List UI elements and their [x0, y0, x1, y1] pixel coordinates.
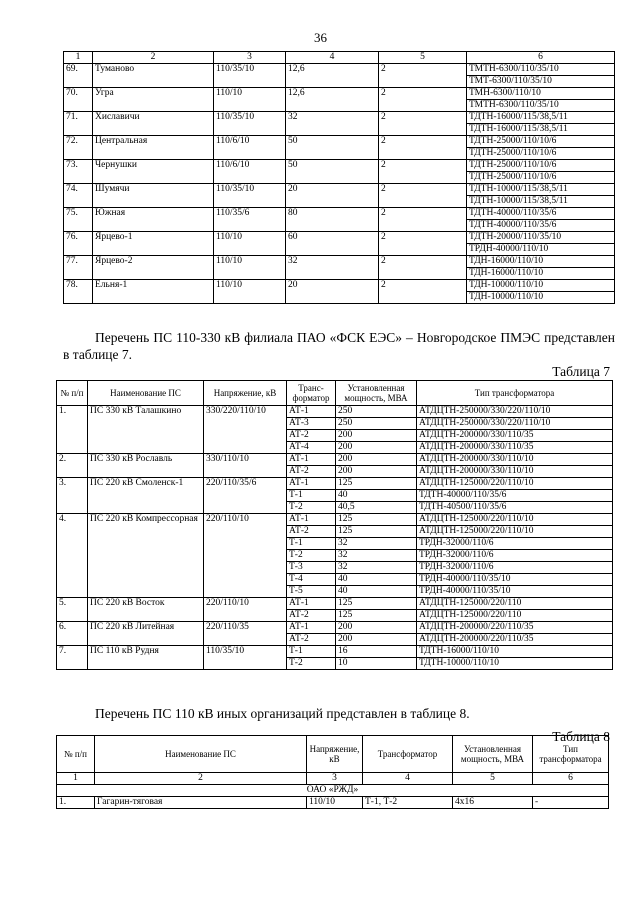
transformer-type-cell: ТРДН-40000/110/35/10 — [417, 586, 613, 598]
column-number-cell: 4 — [363, 773, 453, 785]
power-cell: 125 — [336, 478, 417, 490]
power-cell: 200 — [336, 454, 417, 466]
power-cell: 250 — [336, 406, 417, 418]
organization-row — [57, 785, 609, 797]
transformer-type-cell: АТДЦТН-200000/330/110/35 — [417, 442, 613, 454]
transformer-type-cell: ТРДН-32000/110/6 — [417, 538, 613, 550]
table-row — [64, 184, 615, 196]
transformer-type-cell: ТДН-10000/110/10 — [467, 280, 615, 292]
power-cell: 125 — [336, 598, 417, 610]
organization-cell: ОАО «РЖД» — [57, 785, 609, 797]
transformer-type-cell: АТДЦТН-125000/220/110/10 — [417, 514, 613, 526]
table-header-row — [57, 736, 609, 773]
transformer-type-cell: ТДТН-40000/110/35/6 — [467, 208, 615, 220]
paragraph-table8-intro: Перечень ПС 110 кВ иных организаций представлен в таблице 8. — [95, 706, 470, 721]
column-number-cell: 1 — [64, 52, 93, 64]
transformer-count-cell: 2 — [379, 64, 467, 88]
transformer-cell: Т-2 — [287, 550, 336, 562]
voltage-cell: 110/35/10 — [214, 184, 286, 208]
column-header-cell: Транс-форматор — [287, 381, 336, 406]
table-row — [64, 208, 615, 220]
transformer-type-cell: ТДТН-25000/110/10/6 — [467, 160, 615, 172]
table-row — [64, 136, 615, 148]
table-row — [57, 598, 613, 610]
substation-name-cell: ПС 110 кВ Рудня — [88, 646, 204, 670]
power-cell: 32 — [286, 112, 379, 136]
row-number-cell: 72. — [64, 136, 93, 160]
transformer-type-cell: ТДТН-25000/110/10/6 — [467, 148, 615, 160]
substation-name-cell: Ельня-1 — [93, 280, 214, 304]
transformer-count-cell: 2 — [379, 208, 467, 232]
table8-caption: Таблица 8 — [552, 729, 610, 744]
substation-name-cell: ПС 330 кВ Талашкино — [88, 406, 204, 454]
transformer-type-cell: ТДТН-16000/110/10 — [417, 646, 613, 658]
transformer-cell: АТ-3 — [287, 418, 336, 430]
substation-name-cell: Гагарин-тяговая — [95, 797, 307, 809]
transformer-type-cell: АТДЦТН-200000/220/110/35 — [417, 634, 613, 646]
column-header-cell: Установленная мощность, МВА — [453, 736, 533, 773]
table-row — [64, 64, 615, 76]
transformer-type-cell: ТДН-16000/110/10 — [467, 268, 615, 280]
row-number-cell: 71. — [64, 112, 93, 136]
row-number-cell: 73. — [64, 160, 93, 184]
column-number-cell: 2 — [93, 52, 214, 64]
power-cell: 40,5 — [336, 502, 417, 514]
substation-name-cell: ПС 220 кВ Смоленск-1 — [88, 478, 204, 514]
power-cell: 200 — [336, 634, 417, 646]
substation-name-cell: Ярцево-1 — [93, 232, 214, 256]
transformer-type-cell: ТДТН-25000/110/10/6 — [467, 172, 615, 184]
column-header-cell: Наименование ПС — [88, 381, 204, 406]
transformer-type-cell: АТДЦТН-200000/330/110/10 — [417, 466, 613, 478]
substation-name-cell: ПС 220 кВ Литейная — [88, 622, 204, 646]
table7-caption: Таблица 7 — [552, 364, 610, 379]
voltage-cell: 220/110/10 — [204, 514, 287, 598]
table-header-row — [64, 52, 615, 64]
row-number-cell: 4. — [57, 514, 88, 598]
voltage-cell: 110/6/10 — [214, 160, 286, 184]
table-row — [64, 232, 615, 244]
row-number-cell: 1. — [57, 406, 88, 454]
power-cell: 10 — [336, 658, 417, 670]
column-header-cell: Напряжение, кВ — [204, 381, 287, 406]
power-cell: 40 — [336, 574, 417, 586]
transformer-type-cell: АТДЦТН-125000/220/110 — [417, 610, 613, 622]
transformer-type-cell: ТРДН-32000/110/6 — [417, 550, 613, 562]
transformer-type-cell: - — [533, 797, 609, 809]
power-cell: 50 — [286, 136, 379, 160]
power-cell: 50 — [286, 160, 379, 184]
transformer-type-cell: ТДН-10000/110/10 — [467, 292, 615, 304]
table-row — [57, 454, 613, 466]
column-header-cell: Тип трансформатора — [533, 736, 609, 773]
transformer-type-cell: ТДТН-16000/115/38,5/11 — [467, 124, 615, 136]
power-cell: 40 — [336, 490, 417, 502]
row-number-cell: 70. — [64, 88, 93, 112]
transformer-type-cell: ТДТН-10000/110/10 — [417, 658, 613, 670]
transformer-cell: Т-2 — [287, 502, 336, 514]
substation-name-cell: Туманово — [93, 64, 214, 88]
transformer-type-cell: ТДТН-16000/115/38,5/11 — [467, 112, 615, 124]
power-cell: 200 — [336, 442, 417, 454]
page-number: 36 — [314, 30, 327, 45]
power-cell: 12,6 — [286, 88, 379, 112]
transformer-count-cell: 2 — [379, 136, 467, 160]
transformer-count-cell: 2 — [379, 112, 467, 136]
transformer-count-cell: 2 — [379, 280, 467, 304]
table-header-row — [57, 381, 613, 406]
table-row — [57, 797, 609, 809]
substation-name-cell: Хиславичи — [93, 112, 214, 136]
transformer-type-cell: АТДЦТН-200000/330/110/10 — [417, 454, 613, 466]
power-cell: 125 — [336, 610, 417, 622]
substation-name-cell: ПС 220 кВ Компрессорная — [88, 514, 204, 598]
table-row — [64, 280, 615, 292]
column-header-cell: Установленная мощность, МВА — [336, 381, 417, 406]
power-cell: 32 — [336, 550, 417, 562]
table-row — [57, 406, 613, 418]
column-header-cell: № п/п — [57, 381, 88, 406]
voltage-cell: 110/10 — [214, 280, 286, 304]
transformer-type-cell: ТДН-16000/110/10 — [467, 256, 615, 268]
power-cell: 20 — [286, 184, 379, 208]
transformer-cell: АТ-1 — [287, 454, 336, 466]
substation-name-cell: Южная — [93, 208, 214, 232]
row-number-cell: 74. — [64, 184, 93, 208]
voltage-cell: 330/110/10 — [204, 454, 287, 478]
voltage-cell: 110/10 — [214, 88, 286, 112]
power-cell: 200 — [336, 430, 417, 442]
voltage-cell: 220/110/35/6 — [204, 478, 287, 514]
substation-name-cell: ПС 330 кВ Рославль — [88, 454, 204, 478]
voltage-cell: 110/35/6 — [214, 208, 286, 232]
transformer-count-cell: 2 — [379, 160, 467, 184]
transformer-type-cell: ТМТН-6300/110/35/10 — [467, 64, 615, 76]
table-row — [57, 622, 613, 634]
transformer-type-cell: ТДТН-10000/115/38,5/11 — [467, 184, 615, 196]
transformer-type-cell: ТДТН-40000/110/35/6 — [467, 220, 615, 232]
transformer-cell: АТ-2 — [287, 634, 336, 646]
transformer-type-cell: ТРДН-32000/110/6 — [417, 562, 613, 574]
transformer-cell: Т-1, Т-2 — [363, 797, 453, 809]
table-7 — [56, 380, 613, 670]
transformer-type-cell: АТДЦТН-125000/220/110/10 — [417, 478, 613, 490]
power-cell: 20 — [286, 280, 379, 304]
transformer-cell: Т-2 — [287, 658, 336, 670]
row-number-cell: 3. — [57, 478, 88, 514]
transformer-cell: Т-1 — [287, 538, 336, 550]
table-8 — [56, 735, 609, 809]
table-row — [64, 88, 615, 100]
column-number-cell: 3 — [214, 52, 286, 64]
column-header-cell: № п/п — [57, 736, 95, 773]
row-number-cell: 2. — [57, 454, 88, 478]
row-number-cell: 78. — [64, 280, 93, 304]
power-cell: 200 — [336, 622, 417, 634]
column-number-cell: 5 — [453, 773, 533, 785]
substation-name-cell: Ярцево-2 — [93, 256, 214, 280]
transformer-type-cell: ТМН-6300/110/10 — [467, 88, 615, 100]
column-number-cell: 4 — [286, 52, 379, 64]
column-numbers-row — [57, 773, 609, 785]
voltage-cell: 330/220/110/10 — [204, 406, 287, 454]
power-cell: 250 — [336, 418, 417, 430]
transformer-type-cell: АТДЦТН-200000/330/110/35 — [417, 430, 613, 442]
transformer-cell: Т-1 — [287, 490, 336, 502]
continuation-table — [63, 51, 615, 304]
power-cell: 200 — [336, 466, 417, 478]
table-row — [57, 646, 613, 658]
column-number-cell: 1 — [57, 773, 95, 785]
power-cell: 40 — [336, 586, 417, 598]
row-number-cell: 69. — [64, 64, 93, 88]
row-number-cell: 1. — [57, 797, 95, 809]
power-cell: 125 — [336, 514, 417, 526]
column-header-cell: Тип трансформатора — [417, 381, 613, 406]
transformer-cell: АТ-2 — [287, 610, 336, 622]
substation-name-cell: Центральная — [93, 136, 214, 160]
column-header-cell: Трансформатор — [363, 736, 453, 773]
column-number-cell: 6 — [467, 52, 615, 64]
transformer-type-cell: АТДЦТН-200000/220/110/35 — [417, 622, 613, 634]
transformer-type-cell: АТДЦТН-250000/330/220/110/10 — [417, 406, 613, 418]
substation-name-cell: Угра — [93, 88, 214, 112]
table-row — [57, 478, 613, 490]
table-row — [64, 256, 615, 268]
voltage-cell: 220/110/35 — [204, 622, 287, 646]
voltage-cell: 110/10 — [214, 232, 286, 256]
power-cell: 4х16 — [453, 797, 533, 809]
transformer-type-cell: ТМТ-6300/110/35/10 — [467, 76, 615, 88]
transformer-type-cell: ТРДН-40000/110/35/10 — [417, 574, 613, 586]
transformer-cell: АТ-1 — [287, 478, 336, 490]
transformer-cell: Т-3 — [287, 562, 336, 574]
table-row — [64, 112, 615, 124]
transformer-count-cell: 2 — [379, 184, 467, 208]
substation-name-cell: Шумячи — [93, 184, 214, 208]
transformer-type-cell: ТДТН-10000/115/38,5/11 — [467, 196, 615, 208]
voltage-cell: 110/6/10 — [214, 136, 286, 160]
voltage-cell: 110/35/10 — [214, 64, 286, 88]
table-row — [57, 514, 613, 526]
transformer-count-cell: 2 — [379, 256, 467, 280]
column-header-cell: Напряжение, кВ — [307, 736, 363, 773]
transformer-count-cell: 2 — [379, 232, 467, 256]
column-number-cell: 5 — [379, 52, 467, 64]
row-number-cell: 5. — [57, 598, 88, 622]
transformer-cell: АТ-1 — [287, 598, 336, 610]
row-number-cell: 75. — [64, 208, 93, 232]
power-cell: 32 — [336, 538, 417, 550]
transformer-type-cell: ТДТН-25000/110/10/6 — [467, 136, 615, 148]
column-number-cell: 3 — [307, 773, 363, 785]
transformer-cell: АТ-2 — [287, 466, 336, 478]
transformer-cell: Т-1 — [287, 646, 336, 658]
transformer-type-cell: ТМТН-6300/110/35/10 — [467, 100, 615, 112]
table-row — [64, 160, 615, 172]
transformer-count-cell: 2 — [379, 88, 467, 112]
transformer-type-cell: АТДЦТН-250000/330/220/110/10 — [417, 418, 613, 430]
power-cell: 12,6 — [286, 64, 379, 88]
column-header-cell: Наименование ПС — [95, 736, 307, 773]
power-cell: 32 — [336, 562, 417, 574]
voltage-cell: 110/35/10 — [214, 112, 286, 136]
transformer-type-cell: ТДТН-20000/110/35/10 — [467, 232, 615, 244]
power-cell: 60 — [286, 232, 379, 256]
substation-name-cell: ПС 220 кВ Восток — [88, 598, 204, 622]
transformer-cell: АТ-1 — [287, 514, 336, 526]
substation-name-cell: Чернушки — [93, 160, 214, 184]
transformer-cell: АТ-1 — [287, 622, 336, 634]
paragraph-table7-intro: Перечень ПС 110-330 кВ филиала ПАО «ФСК ЕЭС» – Новгородское ПМЭС представлен в таблице 7. — [63, 330, 615, 362]
row-number-cell: 6. — [57, 622, 88, 646]
transformer-cell: Т-4 — [287, 574, 336, 586]
transformer-type-cell: АТДЦТН-125000/220/110 — [417, 598, 613, 610]
voltage-cell: 110/10 — [307, 797, 363, 809]
transformer-cell: Т-5 — [287, 586, 336, 598]
row-number-cell: 7. — [57, 646, 88, 670]
transformer-type-cell: ТДТН-40500/110/35/6 — [417, 502, 613, 514]
power-cell: 16 — [336, 646, 417, 658]
transformer-cell: АТ-2 — [287, 430, 336, 442]
voltage-cell: 220/110/10 — [204, 598, 287, 622]
transformer-cell: АТ-4 — [287, 442, 336, 454]
column-number-cell: 2 — [95, 773, 307, 785]
power-cell: 32 — [286, 256, 379, 280]
transformer-type-cell: ТДТН-40000/110/35/6 — [417, 490, 613, 502]
power-cell: 125 — [336, 526, 417, 538]
row-number-cell: 76. — [64, 232, 93, 256]
transformer-type-cell: АТДЦТН-125000/220/110/10 — [417, 526, 613, 538]
transformer-cell: АТ-1 — [287, 406, 336, 418]
power-cell: 80 — [286, 208, 379, 232]
voltage-cell: 110/35/10 — [204, 646, 287, 670]
column-number-cell: 6 — [533, 773, 609, 785]
row-number-cell: 77. — [64, 256, 93, 280]
transformer-type-cell: ТРДН-40000/110/10 — [467, 244, 615, 256]
transformer-cell: АТ-2 — [287, 526, 336, 538]
voltage-cell: 110/10 — [214, 256, 286, 280]
